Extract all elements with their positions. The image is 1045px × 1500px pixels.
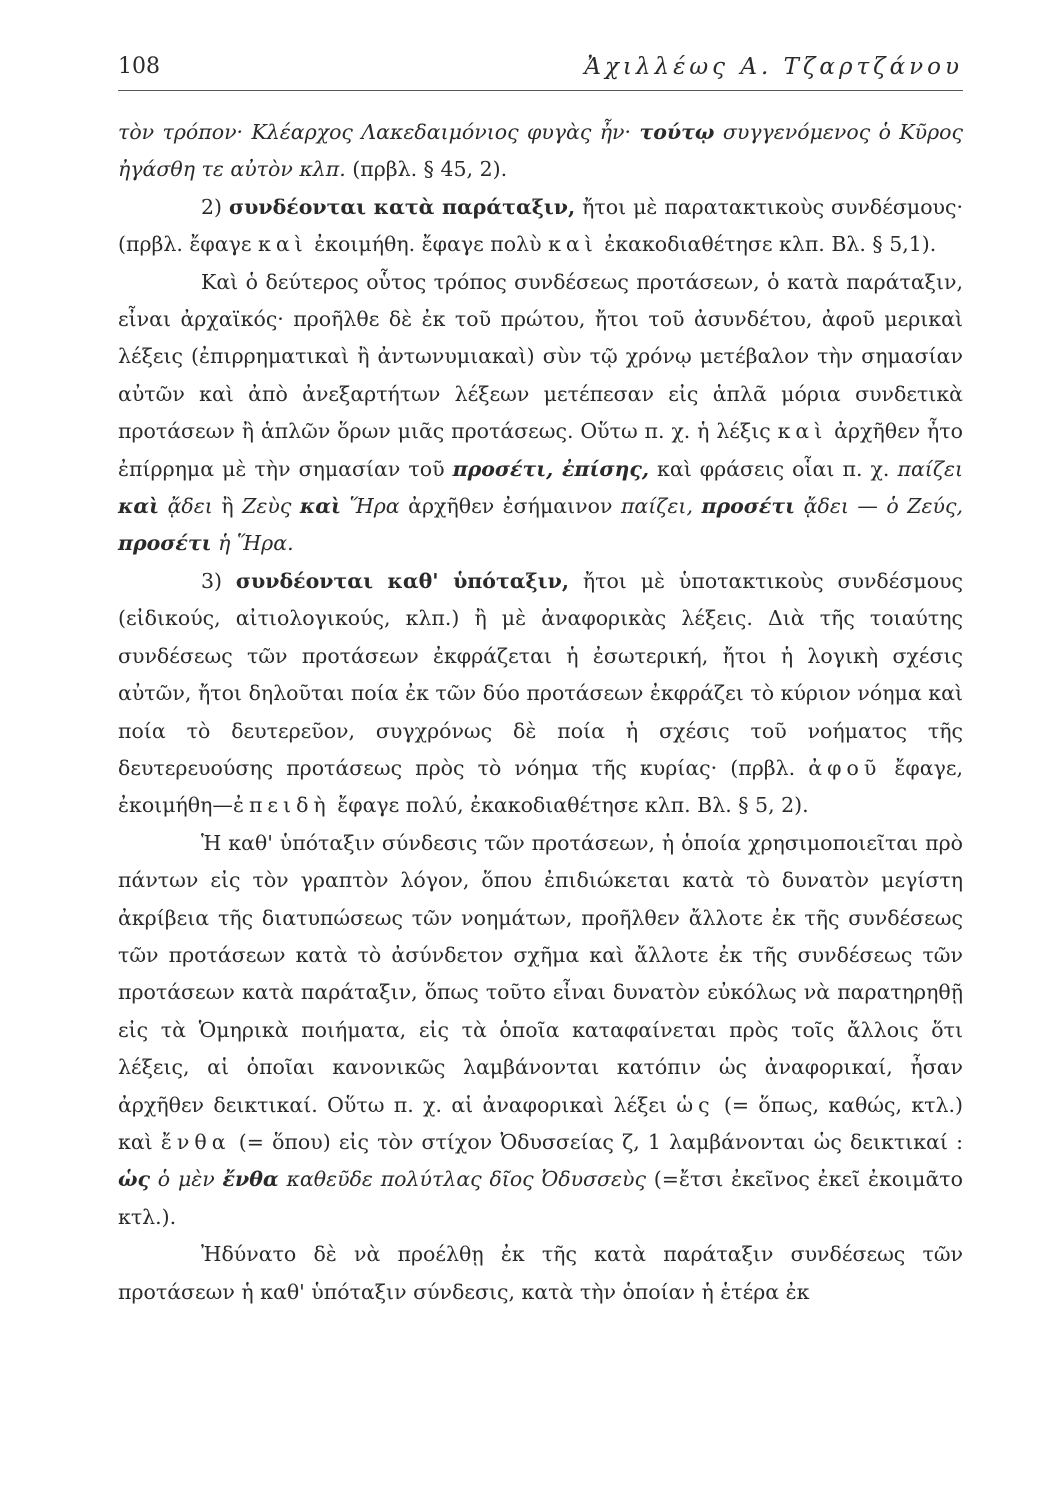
paragraph-6 — [118, 1236, 963, 1311]
page-body — [118, 114, 963, 1311]
spaced-word: ὡς — [676, 1092, 715, 1117]
running-title: Ἀχιλλέως Α. Τζαρτζάνου — [584, 54, 963, 80]
emphasis: τούτῳ — [639, 120, 715, 144]
example: ᾄδει — [159, 494, 213, 519]
text: (= ὅπου) εἰς τὸν στίχον Ὀδυσσείας ζ, 1 λαμβάνονται ὡς δεικτικαί : — [230, 1129, 963, 1154]
paragraph-1 — [118, 114, 963, 189]
text: ἤτοι μὲ ὑποτακτικοὺς συνδέσμους (εἰδικούς, αἰτιολογικούς, κλπ.) ἢ μὲ ἀναφορικὰς λέξεις. Διὰ τῆς τοιαύτης συνδέσεως τῶν προτάσεων ἐκφράζεται ἡ ἐσωτερική, ἤτοι ἡ λογικὴ σχέσις αὐτῶν, ἤτοι δηλοῦται ποία ἐκ τῶν δύο προτάσεων ἐκφράζει τὸ κύριον νόημα καὶ ποία τὸ δευτερεῦον, συγχρόνως δὲ ποία ἡ σχέσις τοῦ νοήματος τῆς δευτερευούσης προτάσεως πρὸς τὸ νόημα τῆς κυρίας· (πρβλ. — [118, 568, 963, 780]
emphasis: ἔνθα — [222, 1167, 279, 1192]
page-number: 108 — [118, 54, 160, 79]
quote-text: συγγενόμενος ὁ Κῦρος ἠγάσθη τε αὐτὸν κλπ. — [118, 120, 963, 182]
text: ἤτοι μὲ παρατακτικοὺς συνδέσμους· (πρβλ. ἔφαγε — [118, 194, 964, 257]
spaced-word: καὶ — [548, 232, 598, 257]
example: ἡ Ἥρα. — [211, 531, 294, 556]
text: Καὶ ὁ δεύτερος οὗτος τρόπος συνδέσεως προτάσεων, ὁ κατὰ παράταξιν, εἶναι ἀρχαϊκός· προῆλθε δὲ ἐκ τοῦ πρώτου, ἤτοι τοῦ ἀσυνδέτου, ἀφοῦ μερικαὶ λέξεις (ἐπιρρηματικαὶ ἢ ἀντωνυμιακαὶ) σὺν τῷ χρόνῳ μετέβαλον τὴν σημασίαν αὐτῶν καὶ ἀπὸ ἀνεξαρτήτων λέξεων μετέπεσαν εἰς ἁπλᾶ μόρια συνδετικὰ προτάσεων ἢ ἁπλῶν ὅρων μιᾶς προτάσεως. Οὕτω π. χ. ἡ λέξις — [118, 269, 963, 444]
spaced-word: ἀφοῦ — [808, 755, 882, 780]
paragraph-2 — [118, 189, 963, 264]
item-number: 3) — [201, 568, 236, 593]
example: παίζει — [897, 456, 963, 481]
text: ἐκοιμήθη. ἔφαγε πολὺ — [307, 232, 549, 257]
text: ἀρχῆθεν ἐσήμαινον — [399, 494, 621, 519]
text: (=ἔτσι ἐκεῖνος ἐκεῖ ἐκοιμᾶτο κτλ.). — [118, 1167, 963, 1229]
example: Ζεὺς — [242, 494, 300, 519]
text: ἐκακοδιαθέτησε κλπ. Βλ. § 5,1). — [597, 232, 937, 257]
text: (= ὅπως, καθώς, κτλ.) καὶ — [118, 1092, 963, 1154]
bold-heading: συνδέονται κατὰ παράταξιν, — [229, 194, 576, 219]
text: Ἡ καθ' ὑπόταξιν σύνδεσις τῶν προτάσεων, ἡ ὁποία χρησιμοποιεῖται πρὸ πάντων εἰς τὸν γραπτὸν λόγον, ὅπου ἐπιδιώκεται κατὰ τὸ δυνατὸν μεγίστη ἀκρίβεια τῆς διατυπώσεως τῶν νοημάτων, προῆλθεν ἄλλοτε ἐκ τῆς συνδέσεως τῶν προτάσεων κατὰ τὸ ἀσύνδετον σχῆμα καὶ ἄλλοτε ἐκ τῆς συνδέσεως τῶν προτάσεων κατὰ παράταξιν, ὅπως τοῦτο εἶναι δυνατὸν εὐκόλως νὰ παρατηρηθῇ εἰς τὰ Ὁμηρικὰ ποιήματα, εἰς τὰ ὁποῖα καταφαίνεται πρὸς τοῖς ἄλλοις ὅτι λέξεις, αἱ ὁποῖαι κανονικῶς λαμβάνονται κατόπιν ὡς ἀναφορικαί, ἦσαν ἀρχῆθεν δεικτικαί. Οὕτω π. χ. αἱ ἀναφορικαὶ λέξει — [118, 830, 963, 1117]
emphasis: καὶ — [118, 494, 160, 519]
paragraph-3 — [118, 264, 963, 563]
paragraph-4 — [118, 563, 963, 825]
text: ἔφαγε πολύ, ἐκακοδιαθέτησε κλπ. Βλ. § 5, 2). — [330, 793, 809, 818]
text: Ἠδύνατο δὲ νὰ προέλθῃ ἐκ τῆς κατὰ παράταξιν συνδέσεως τῶν προτάσεων ἡ καθ' ὑπόταξιν σύνδεσις, κατὰ τὴν ὁποίαν ἡ ἑτέρα ἐκ — [118, 1242, 963, 1304]
example: παίζει, — [620, 494, 702, 519]
quote-text: ὁ μὲν — [150, 1167, 223, 1192]
example: ᾄδει — ὁ Ζεύς, — [795, 494, 963, 519]
text: ἢ — [212, 494, 243, 519]
emphasis: προσέτι, ἐπίσης, — [452, 456, 649, 481]
spaced-word: καὶ — [777, 419, 828, 444]
example: Ἥρα — [340, 494, 400, 519]
text: ἔφαγε, ἐκοιμήθη— — [118, 755, 963, 818]
emphasis: προσέτι — [701, 494, 796, 519]
emphasis: ὡς — [118, 1167, 151, 1192]
text: καὶ φράσεις οἷαι π. χ. — [649, 456, 898, 481]
quote-text: καθεῦδε πολύτλας δῖος Ὀδυσσεὺς — [278, 1167, 646, 1192]
spaced-word: ἔνθα — [160, 1129, 231, 1154]
page-header — [118, 50, 963, 91]
spaced-word: ἐπειδὴ — [232, 793, 331, 818]
paragraph-5 — [118, 825, 963, 1236]
item-number: 2) — [201, 194, 230, 219]
text: ἀρχῆθεν ἦτο ἐπίρρημα μὲ τὴν σημασίαν τοῦ — [118, 419, 963, 481]
emphasis: καὶ — [299, 494, 341, 519]
spaced-word: καὶ — [258, 232, 308, 257]
quote-text: τὸν τρόπον· Κλέαρχος Λακεδαιμόνιος φυγὰς ἦν· — [118, 120, 640, 144]
emphasis: προσέτι — [118, 531, 212, 556]
reference: (πρβλ. § 45, 2). — [345, 157, 508, 182]
bold-heading: συνδέονται καθ' ὑπόταξιν, — [235, 568, 569, 593]
